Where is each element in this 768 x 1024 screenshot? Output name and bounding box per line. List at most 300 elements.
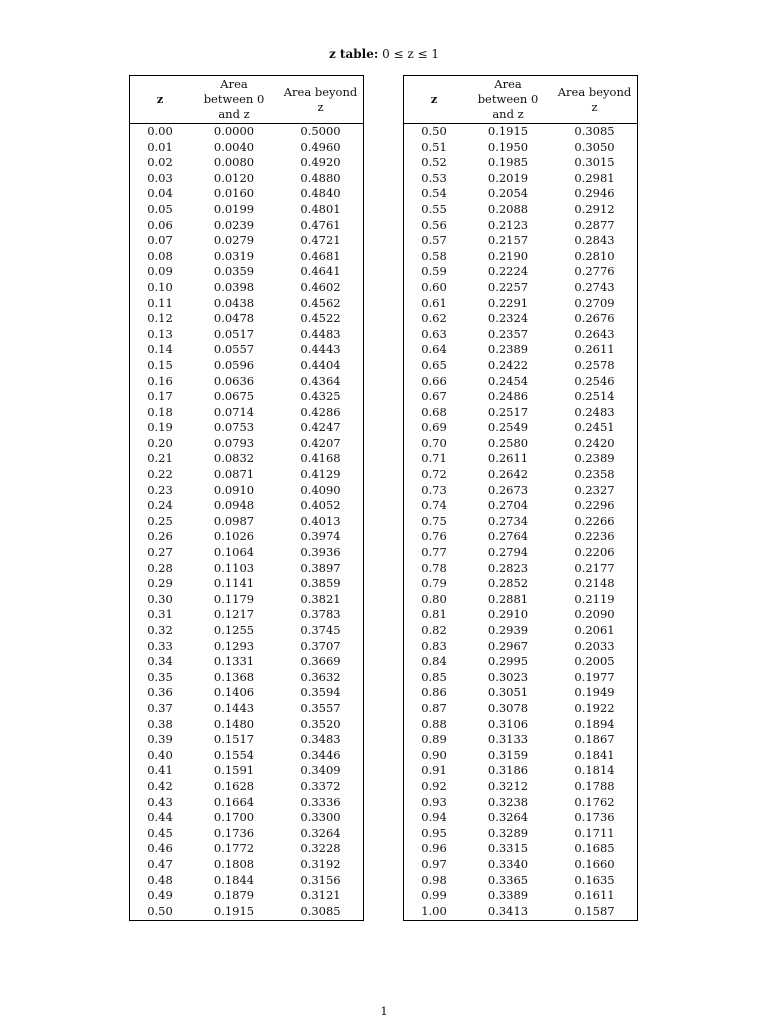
cell-z: 0.18 <box>147 404 173 419</box>
table-row <box>130 717 363 733</box>
cell-area-beyond: 0.2206 <box>574 545 615 560</box>
cell-area-beyond: 0.3050 <box>574 139 615 154</box>
table-row <box>404 795 637 811</box>
cell-area-between: 0.3264 <box>487 810 529 825</box>
table-row <box>404 436 637 452</box>
cell-area-beyond: 0.1762 <box>574 794 615 809</box>
cell-z: 0.85 <box>421 669 447 684</box>
cell-area-between: 0.2910 <box>487 607 529 622</box>
cell-area-between: 0.1255 <box>213 623 255 637</box>
cell-area-beyond: 0.4286 <box>300 404 341 419</box>
table-row <box>404 748 637 764</box>
cell-z: 0.50 <box>147 903 173 918</box>
cell-area-between: 0.1844 <box>213 872 255 887</box>
cell-area-between: 0.2486 <box>487 389 529 404</box>
cell-area-between: 0.1772 <box>213 841 255 856</box>
cell-area-beyond: 0.2236 <box>574 529 615 544</box>
table-row <box>404 873 637 889</box>
table-row <box>130 171 363 187</box>
cell-area-between: 0.0832 <box>213 451 255 466</box>
cell-z: 0.90 <box>421 747 447 762</box>
cell-z: 0.01 <box>147 139 173 154</box>
cell-area-beyond: 0.2546 <box>574 373 615 388</box>
table-row <box>404 623 637 639</box>
cell-area-between: 0.2734 <box>487 513 529 528</box>
cell-area-beyond: 0.4522 <box>300 311 341 326</box>
cell-area-beyond: 0.1814 <box>574 763 615 778</box>
table-row <box>404 826 637 842</box>
table-row <box>130 405 363 421</box>
table-row <box>404 498 637 514</box>
table-row <box>130 327 363 343</box>
table-row <box>130 451 363 467</box>
table-row <box>130 233 363 249</box>
cell-area-between: 0.1443 <box>213 700 255 715</box>
table-row <box>404 451 637 467</box>
cell-area-between: 0.2580 <box>487 435 529 450</box>
cell-z: 0.09 <box>147 264 173 279</box>
table-row <box>404 639 637 655</box>
cell-area-beyond: 0.4404 <box>300 357 341 372</box>
cell-area-beyond: 0.1736 <box>574 810 615 825</box>
header-z: z <box>430 92 438 106</box>
cell-z: 0.81 <box>421 607 447 622</box>
table-row <box>404 280 637 296</box>
cell-area-between: 0.1915 <box>213 903 255 918</box>
cell-area-beyond: 0.3594 <box>300 685 341 700</box>
cell-area-beyond: 0.2266 <box>574 513 615 528</box>
cell-z: 0.56 <box>421 217 447 232</box>
header-area-between <box>464 76 552 123</box>
cell-area-between: 0.0596 <box>213 357 255 372</box>
cell-area-between: 0.3186 <box>487 763 529 778</box>
cell-area-between: 0.2852 <box>487 576 529 591</box>
cell-area-beyond: 0.3085 <box>300 903 341 918</box>
table-row <box>130 264 363 280</box>
table-row <box>130 888 363 904</box>
table-row <box>404 888 637 904</box>
table-row <box>130 436 363 452</box>
table-row <box>404 810 637 826</box>
cell-z: 0.72 <box>421 467 447 482</box>
table-row <box>130 561 363 577</box>
cell-area-between: 0.2517 <box>487 404 529 419</box>
cell-area-beyond: 0.4602 <box>300 279 341 294</box>
cell-area-between: 0.0279 <box>213 233 255 248</box>
cell-area-between: 0.1664 <box>213 794 255 809</box>
cell-area-between: 0.0948 <box>213 498 255 513</box>
table-row <box>130 732 363 748</box>
cell-area-between: 0.0557 <box>213 342 255 357</box>
table-row <box>130 623 363 639</box>
cell-z: 0.69 <box>421 420 447 435</box>
cell-area-beyond: 0.3156 <box>300 872 341 887</box>
cell-z: 0.42 <box>147 778 173 793</box>
table-row <box>404 685 637 701</box>
cell-area-between: 0.0636 <box>213 373 255 388</box>
cell-area-beyond: 0.2420 <box>574 435 615 450</box>
cell-area-beyond: 0.3121 <box>300 888 341 903</box>
cell-area-beyond: 0.1635 <box>574 872 615 887</box>
cell-z: 0.82 <box>421 623 447 637</box>
table-row <box>130 795 363 811</box>
cell-area-beyond: 0.2578 <box>574 357 615 372</box>
table-row <box>404 779 637 795</box>
cell-z: 0.44 <box>147 810 173 825</box>
cell-area-beyond: 0.4562 <box>300 295 341 310</box>
cell-area-beyond: 0.3821 <box>300 591 341 606</box>
z-table-right <box>403 75 638 921</box>
cell-area-beyond: 0.4920 <box>300 155 341 170</box>
header-line: z <box>591 99 598 114</box>
cell-z: 0.71 <box>421 451 447 466</box>
cell-area-between: 0.0319 <box>213 248 255 263</box>
table-row <box>404 202 637 218</box>
cell-area-beyond: 0.3015 <box>574 155 615 170</box>
header-line: z <box>317 99 324 114</box>
cell-z: 0.29 <box>147 576 173 591</box>
table-row <box>404 342 637 358</box>
table-row <box>130 202 363 218</box>
cell-area-beyond: 0.4641 <box>300 264 341 279</box>
cell-area-between: 0.3159 <box>487 747 529 762</box>
table-row <box>130 607 363 623</box>
cell-area-beyond: 0.2389 <box>574 451 615 466</box>
table-row <box>404 327 637 343</box>
cell-area-between: 0.2019 <box>487 170 529 185</box>
cell-z: 0.92 <box>421 778 447 793</box>
cell-area-between: 0.2823 <box>487 560 529 575</box>
table-row <box>404 904 637 920</box>
cell-z: 0.99 <box>421 888 447 903</box>
cell-z: 0.47 <box>147 856 173 871</box>
cell-area-beyond: 0.2946 <box>574 186 615 201</box>
table-row <box>130 124 363 140</box>
cell-z: 0.78 <box>421 560 447 575</box>
cell-z: 0.31 <box>147 607 173 622</box>
cell-z: 0.21 <box>147 451 173 466</box>
cell-area-between: 0.2422 <box>487 357 529 372</box>
cell-area-between: 0.3212 <box>487 778 529 793</box>
table-row <box>130 249 363 265</box>
table-row <box>404 186 637 202</box>
cell-area-between: 0.1985 <box>487 155 529 170</box>
table-row <box>404 296 637 312</box>
table-row <box>404 701 637 717</box>
cell-z: 0.45 <box>147 825 173 840</box>
cell-area-beyond: 0.4721 <box>300 233 341 248</box>
cell-z: 0.50 <box>421 124 447 138</box>
cell-area-beyond: 0.4168 <box>300 451 341 466</box>
cell-area-beyond: 0.2061 <box>574 623 615 637</box>
table-row <box>130 483 363 499</box>
cell-area-beyond: 0.3192 <box>300 856 341 871</box>
cell-area-between: 0.0000 <box>213 124 255 138</box>
cell-z: 0.20 <box>147 435 173 450</box>
cell-area-beyond: 0.3859 <box>300 576 341 591</box>
cell-area-between: 0.0040 <box>213 139 255 154</box>
cell-area-beyond: 0.4761 <box>300 217 341 232</box>
cell-area-beyond: 0.3336 <box>300 794 341 809</box>
cell-area-beyond: 0.1587 <box>574 903 615 918</box>
table-row <box>130 342 363 358</box>
cell-area-between: 0.0793 <box>213 435 255 450</box>
cell-area-between: 0.3238 <box>487 794 529 809</box>
table-row <box>130 873 363 889</box>
table-row <box>404 545 637 561</box>
table-body <box>130 124 363 920</box>
header-line: Area beyond <box>283 84 358 99</box>
cell-area-between: 0.2389 <box>487 342 529 357</box>
table-row <box>130 826 363 842</box>
table-row <box>130 389 363 405</box>
cell-z: 0.75 <box>421 513 447 528</box>
cell-z: 0.80 <box>421 591 447 606</box>
cell-z: 1.00 <box>421 903 447 918</box>
cell-area-between: 0.1064 <box>213 545 255 560</box>
cell-area-beyond: 0.2483 <box>574 404 615 419</box>
cell-area-between: 0.1591 <box>213 763 255 778</box>
cell-z: 0.76 <box>421 529 447 544</box>
cell-z: 0.48 <box>147 872 173 887</box>
cell-z: 0.87 <box>421 700 447 715</box>
cell-area-beyond: 0.4247 <box>300 420 341 435</box>
cell-area-beyond: 0.3300 <box>300 810 341 825</box>
cell-z: 0.04 <box>147 186 173 201</box>
header-line: Area <box>494 77 522 91</box>
cell-z: 0.51 <box>421 139 447 154</box>
table-row <box>404 732 637 748</box>
cell-z: 0.79 <box>421 576 447 591</box>
cell-area-beyond: 0.1611 <box>574 888 615 903</box>
cell-z: 0.17 <box>147 389 173 404</box>
table-row <box>404 264 637 280</box>
table-row <box>404 841 637 857</box>
cell-z: 0.25 <box>147 513 173 528</box>
cell-area-between: 0.2088 <box>487 201 529 216</box>
cell-z: 0.61 <box>421 295 447 310</box>
cell-area-beyond: 0.2148 <box>574 576 615 591</box>
cell-area-beyond: 0.2743 <box>574 279 615 294</box>
page-number: 1 <box>380 1004 388 1018</box>
cell-area-beyond: 0.4483 <box>300 326 341 341</box>
cell-area-between: 0.1628 <box>213 778 255 793</box>
cell-area-beyond: 0.1977 <box>574 669 615 684</box>
cell-area-between: 0.2190 <box>487 248 529 263</box>
cell-area-between: 0.1331 <box>213 654 255 669</box>
cell-area-between: 0.2995 <box>487 654 529 669</box>
cell-z: 0.16 <box>147 373 173 388</box>
z-table-left <box>129 75 364 921</box>
cell-z: 0.13 <box>147 326 173 341</box>
cell-z: 0.65 <box>421 357 447 372</box>
cell-z: 0.23 <box>147 482 173 497</box>
cell-area-beyond: 0.4681 <box>300 248 341 263</box>
header-line: and z <box>218 107 250 121</box>
cell-area-between: 0.3365 <box>487 872 529 887</box>
cell-area-between: 0.1217 <box>213 607 255 622</box>
cell-z: 0.66 <box>421 373 447 388</box>
cell-area-between: 0.0478 <box>213 311 255 326</box>
cell-area-between: 0.3051 <box>487 685 529 700</box>
cell-area-beyond: 0.2033 <box>574 638 615 653</box>
table-row <box>130 654 363 670</box>
cell-z: 0.98 <box>421 872 447 887</box>
cell-area-beyond: 0.1660 <box>574 856 615 871</box>
cell-area-between: 0.0987 <box>213 513 255 528</box>
page-title <box>0 46 768 62</box>
table-row <box>404 155 637 171</box>
table-row <box>130 358 363 374</box>
cell-area-between: 0.2157 <box>487 233 529 248</box>
cell-area-between: 0.0199 <box>213 201 255 216</box>
cell-z: 0.67 <box>421 389 447 404</box>
cell-area-between: 0.1026 <box>213 529 255 544</box>
cell-z: 0.94 <box>421 810 447 825</box>
cell-area-beyond: 0.3669 <box>300 654 341 669</box>
cell-area-between: 0.2611 <box>487 451 529 466</box>
table-row <box>130 592 363 608</box>
cell-area-beyond: 0.2611 <box>574 342 615 357</box>
cell-z: 0.02 <box>147 155 173 170</box>
cell-area-between: 0.1554 <box>213 747 255 762</box>
table-row <box>130 186 363 202</box>
cell-area-between: 0.2939 <box>487 623 529 637</box>
cell-area-between: 0.1915 <box>487 124 529 138</box>
header-line: Area beyond <box>557 84 632 99</box>
cell-area-between: 0.0910 <box>213 482 255 497</box>
cell-area-between: 0.3289 <box>487 825 529 840</box>
cell-z: 0.22 <box>147 467 173 482</box>
cell-z: 0.83 <box>421 638 447 653</box>
table-row <box>130 701 363 717</box>
cell-z: 0.63 <box>421 326 447 341</box>
cell-area-beyond: 0.4364 <box>300 373 341 388</box>
table-row <box>404 576 637 592</box>
cell-area-between: 0.0753 <box>213 420 255 435</box>
cell-area-between: 0.1293 <box>213 638 255 653</box>
table-row <box>130 639 363 655</box>
cell-z: 0.15 <box>147 357 173 372</box>
cell-z: 0.73 <box>421 482 447 497</box>
cell-area-beyond: 0.2810 <box>574 248 615 263</box>
cell-area-between: 0.1700 <box>213 810 255 825</box>
cell-z: 0.27 <box>147 545 173 560</box>
cell-area-between: 0.2324 <box>487 311 529 326</box>
cell-area-beyond: 0.2643 <box>574 326 615 341</box>
cell-area-between: 0.2642 <box>487 467 529 482</box>
cell-area-between: 0.1480 <box>213 716 255 731</box>
cell-area-beyond: 0.2090 <box>574 607 615 622</box>
cell-area-between: 0.2549 <box>487 420 529 435</box>
cell-z: 0.43 <box>147 794 173 809</box>
cell-area-between: 0.1406 <box>213 685 255 700</box>
cell-area-between: 0.2224 <box>487 264 529 279</box>
cell-z: 0.19 <box>147 420 173 435</box>
cell-area-beyond: 0.3372 <box>300 778 341 793</box>
table-row <box>130 155 363 171</box>
cell-z: 0.93 <box>421 794 447 809</box>
cell-area-beyond: 0.3632 <box>300 669 341 684</box>
table-row <box>130 810 363 826</box>
cell-area-beyond: 0.1922 <box>574 700 615 715</box>
cell-area-between: 0.2291 <box>487 295 529 310</box>
cell-area-beyond: 0.4129 <box>300 467 341 482</box>
cell-z: 0.35 <box>147 669 173 684</box>
cell-area-between: 0.1879 <box>213 888 255 903</box>
cell-area-beyond: 0.1867 <box>574 732 615 747</box>
cell-z: 0.84 <box>421 654 447 669</box>
cell-area-beyond: 0.3520 <box>300 716 341 731</box>
table-row <box>404 358 637 374</box>
table-row <box>404 389 637 405</box>
table-body <box>404 124 637 920</box>
cell-area-beyond: 0.3409 <box>300 763 341 778</box>
cell-area-between: 0.1141 <box>213 576 255 591</box>
cell-z: 0.89 <box>421 732 447 747</box>
cell-area-beyond: 0.2912 <box>574 201 615 216</box>
header-area-between <box>190 76 278 123</box>
cell-z: 0.11 <box>147 295 173 310</box>
cell-area-between: 0.0871 <box>213 467 255 482</box>
table-header <box>404 76 637 124</box>
table-row <box>130 311 363 327</box>
table-row <box>404 124 637 140</box>
cell-area-beyond: 0.2981 <box>574 170 615 185</box>
cell-area-between: 0.0160 <box>213 186 255 201</box>
cell-area-between: 0.2673 <box>487 482 529 497</box>
cell-z: 0.26 <box>147 529 173 544</box>
cell-z: 0.10 <box>147 279 173 294</box>
cell-area-beyond: 0.3745 <box>300 623 341 637</box>
cell-z: 0.54 <box>421 186 447 201</box>
cell-area-between: 0.3413 <box>487 903 529 918</box>
cell-area-between: 0.3133 <box>487 732 529 747</box>
cell-area-beyond: 0.1894 <box>574 716 615 731</box>
cell-z: 0.39 <box>147 732 173 747</box>
cell-area-beyond: 0.4052 <box>300 498 341 513</box>
cell-z: 0.64 <box>421 342 447 357</box>
table-row <box>130 280 363 296</box>
cell-area-beyond: 0.4090 <box>300 482 341 497</box>
cell-area-beyond: 0.4013 <box>300 513 341 528</box>
table-row <box>404 763 637 779</box>
cell-area-beyond: 0.2451 <box>574 420 615 435</box>
cell-area-beyond: 0.4880 <box>300 170 341 185</box>
cell-z: 0.28 <box>147 560 173 575</box>
table-row <box>404 140 637 156</box>
cell-area-beyond: 0.2358 <box>574 467 615 482</box>
cell-area-between: 0.1368 <box>213 669 255 684</box>
cell-area-between: 0.1517 <box>213 732 255 747</box>
table-row <box>404 717 637 733</box>
cell-z: 0.05 <box>147 201 173 216</box>
cell-area-beyond: 0.2119 <box>574 591 615 606</box>
title-range: 0 ≤ z ≤ 1 <box>382 47 440 61</box>
cell-z: 0.00 <box>147 124 173 138</box>
table-row <box>404 592 637 608</box>
table-row <box>404 529 637 545</box>
cell-area-between: 0.1736 <box>213 825 255 840</box>
table-row <box>130 763 363 779</box>
cell-z: 0.53 <box>421 170 447 185</box>
table-row <box>130 420 363 436</box>
cell-area-beyond: 0.4801 <box>300 201 341 216</box>
cell-z: 0.14 <box>147 342 173 357</box>
table-row <box>404 218 637 234</box>
cell-area-beyond: 0.3264 <box>300 825 341 840</box>
cell-z: 0.46 <box>147 841 173 856</box>
